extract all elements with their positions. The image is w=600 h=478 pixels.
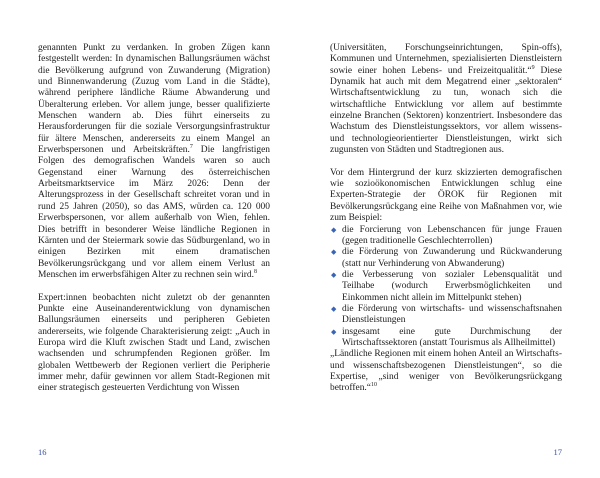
list-item-text: die Förderung von Zuwanderung und Rückwanderung (statt nur Verhinderung von Abwanderung): [342, 247, 562, 269]
list-item-text: insgesamt eine gute Durchmischung der Wirtschaftssektoren (anstatt Tourismus als Allheilmittel): [342, 326, 562, 348]
right-paragraph-1: [330, 43, 562, 156]
list-item: [330, 270, 562, 304]
left-paragraph-1-text: genannten Punkt zu verdanken. In groben Zügen kann festgestellt werden: In dynamischen Ballungsräumen wächst die Bevölkerung aufgrund von Zuwanderung (Migration) und Binnenwanderung (Zuzug vom Land in die Städte), während periphere ländliche Räume Abwanderung und Überalterung erleben. Vor allem junge, besser qualifizierte Menschen wandern ab. Dies führt einerseits zu Herausforderungen für die soziale Versorgungsinfrastruktur für ältere Menschen, andererseits zu einem Mangel an Erwerbspersonen und Arbeitskräften.: [38, 43, 270, 156]
left-paragraph-1-continued: Die langfristigen Folgen des demografischen Wandels waren so auch Gegenstand einer Warnung des österreichischen Arbeitsmarktservice im März 2026: Denn der Alterungsprozess in der Gesellschaft schreitet voran und in rund 25 Jahren (2050), so das AMS, würden ca. 120 000 Erwerbspersonen, vor allem außerhalb von Wien, fehlen. Dies betrifft in besonderer Weise ländliche Regionen in Kärnten und der Steiermark sowie das Südburgenland, wo in einigen Bezirken mit einem dramatischen Bevölkerungsrückgang und vor allem einem Verlust an Menschen im erwerbsfähigen Alter zu rechnen sein wird.: [38, 145, 270, 280]
left-paragraph-2: Expert:innen beobachten nicht zuletzt ob der genannten Punkte eine Auseinanderentwicklung von dynamischen Ballungsräumen einerseits und peripheren Gebieten andererseits, wie folgende Charakterisierung zeigt: „Auch in Europa wird die Kluft zwischen Stadt und Land, zwischen wachsenden und schrumpfenden Regionen größer. Im globalen Wettbewerb der Regionen verliert die Peripherie immer mehr, dafür gewinnen vor allem Stadt-Regionen mit einer strategisch gesteuerten Verdichtung von Wissen: [38, 292, 270, 394]
right-paragraph-3-text: „Ländliche Regionen mit einem hohen Anteil an Wirtschafts- und wissenschaftsbezogenen Dienstleistungen“, so die Expertise, „sind weniger von Bevölkerungsrückgang betroffen.“: [330, 349, 562, 394]
left-paragraph-1: [38, 43, 270, 281]
footnote-ref-10[interactable]: 10: [370, 382, 377, 389]
list-item-text: die Forcierung von Lebenschancen für junge Frauen (gegen traditionelle Geschlechterrollen): [342, 224, 562, 246]
diamond-bullet-icon: ◆: [331, 248, 337, 257]
right-page: [300, 0, 600, 478]
measures-list: [330, 225, 562, 350]
footnote-ref-8[interactable]: 8: [253, 268, 257, 275]
list-item-text: die Verbesserung von sozialer Lebensqualität und Teilhabe (wodurch Erwerbsmöglichkeiten und Einkommen nicht allein im Mittelpunkt stehen): [342, 269, 562, 303]
left-text-column: [38, 43, 270, 395]
list-item: [330, 327, 562, 350]
right-paragraph-2-text: Vor dem Hintergrund der kurz skizzierten demografischen wie sozioökonomischen Entwicklungen schlug eine Experten-Strategie der ÖROK für Regionen mit Bevölkerungsrückgang eine Reihe von Maßnahmen vor, wie zum Beispiel:: [330, 167, 562, 224]
list-item: [330, 304, 562, 327]
right-paragraph-1-text: (Universitäten, Forschungseinrichtungen, Spin-offs), Kommunen und Unternehmen, spezialisierten Dienstleistern sowie einer hohen Lebens- und Freizeitqualität.“: [330, 43, 562, 76]
footnote-ref-7[interactable]: 7: [189, 143, 193, 150]
page-number-left: 16: [38, 447, 47, 457]
diamond-bullet-icon: ◆: [331, 225, 337, 234]
list-item-text: die Förderung von wirtschafts- und wissenschaftsnahen Dienstleistungen: [342, 303, 562, 326]
page-number-right: 17: [553, 447, 562, 457]
diamond-bullet-icon: ◆: [331, 270, 337, 279]
list-item: [330, 247, 562, 270]
diamond-bullet-icon: ◆: [331, 327, 337, 336]
list-item: [330, 225, 562, 248]
right-paragraph-1-continued: Diese Dynamik hat auch mit dem Megatrend einer „sektoralen“ Wirtschaftsentwicklung zu tun, wonach sich die wirtschaftliche Entwicklung vor allem auf bestimmte einzelne Branchen (Sektoren) konzentriert. Insbesondere das Wachstum des Dienstleistungssektors, vor allem wissens- und technologieorientierter Dienstleistungen, wirkt sich zugunsten von Städten und Stadtregionen aus.: [330, 65, 563, 156]
footnote-ref-9[interactable]: 9: [531, 64, 535, 71]
diamond-bullet-icon: ◆: [331, 304, 337, 313]
right-paragraph-3: [330, 349, 562, 394]
right-text-column: [330, 43, 562, 395]
right-paragraph-2: [330, 168, 562, 225]
